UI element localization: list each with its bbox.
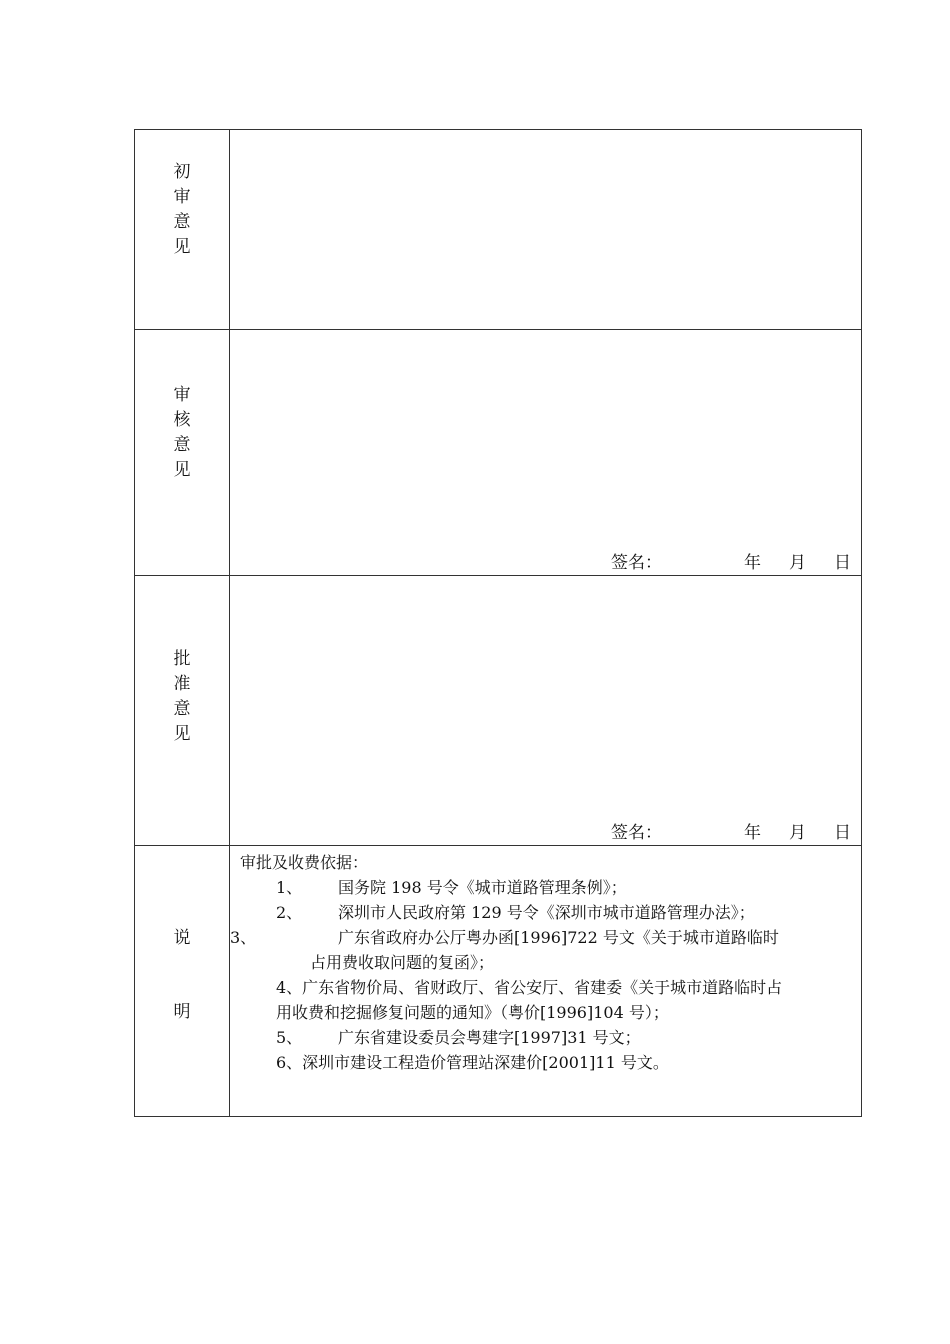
day-label: 日 bbox=[834, 553, 851, 573]
review-row bbox=[135, 330, 862, 576]
approval-form-table bbox=[134, 129, 862, 1117]
label-char: 见 bbox=[173, 459, 191, 480]
label-char: 说 bbox=[173, 928, 191, 948]
review-signature-line bbox=[611, 548, 851, 573]
note-text: 国务院 198 号令《城市道路管理条例》； bbox=[338, 878, 627, 897]
label-char: 明 bbox=[173, 1002, 191, 1022]
label-char: 准 bbox=[173, 673, 191, 694]
label-char: 审 bbox=[173, 186, 191, 207]
note-number: 1、 bbox=[276, 878, 303, 897]
explanation-row bbox=[135, 846, 862, 1117]
note-text: 广东省建设委员会粤建字[1997]31 号文； bbox=[338, 1028, 641, 1047]
label-char: 意 bbox=[173, 434, 191, 455]
initial-review-row bbox=[135, 130, 862, 330]
year-label: 年 bbox=[744, 823, 761, 843]
label-char: 核 bbox=[173, 409, 191, 430]
note-text: 6、深圳市建设工程造价管理站深建价[2001]11 号文。 bbox=[276, 1053, 669, 1072]
notes-heading: 审批及收费依据： bbox=[240, 853, 369, 872]
label-char: 见 bbox=[173, 236, 191, 257]
sign-label: 签名： bbox=[611, 823, 662, 843]
approval-field[interactable] bbox=[230, 576, 862, 846]
explanation-content bbox=[230, 846, 862, 1117]
note-text: 深圳市人民政府第 129 号令《深圳市城市道路管理办法》； bbox=[338, 903, 755, 922]
label-char: 批 bbox=[173, 648, 191, 669]
month-label: 月 bbox=[789, 553, 806, 573]
notes-block bbox=[230, 846, 861, 1075]
review-label bbox=[135, 330, 230, 576]
note-item bbox=[240, 900, 853, 925]
note-text: 广东省政府办公厅粤办函[1996]722 号文《关于城市道路临时 bbox=[338, 928, 779, 947]
note-item bbox=[240, 875, 853, 900]
initial-review-field[interactable] bbox=[230, 130, 862, 330]
note-number: 3、 bbox=[230, 928, 257, 947]
label-char: 初 bbox=[173, 161, 191, 182]
explanation-label bbox=[135, 846, 230, 1117]
note-text-continued: 占用费收取问题的复函》； bbox=[310, 953, 495, 972]
approval-signature-line bbox=[611, 818, 851, 843]
note-item bbox=[240, 975, 853, 1025]
label-char: 意 bbox=[173, 698, 191, 719]
note-text: 4、广东省物价局、省财政厅、省公安厅、省建委《关于城市道路临时占 bbox=[276, 978, 783, 997]
note-text-continued: 用收费和挖掘修复问题的通知》（粤价[1996]104 号）； bbox=[276, 1003, 669, 1022]
note-item bbox=[240, 1050, 853, 1075]
note-item bbox=[240, 1025, 853, 1050]
note-number: 5、 bbox=[276, 1028, 303, 1047]
note-item bbox=[230, 925, 853, 975]
label-char: 审 bbox=[173, 384, 191, 405]
review-field[interactable] bbox=[230, 330, 862, 576]
year-label: 年 bbox=[744, 553, 761, 573]
sign-label: 签名： bbox=[611, 553, 662, 573]
note-number: 2、 bbox=[276, 903, 303, 922]
initial-review-label bbox=[135, 130, 230, 330]
label-char: 见 bbox=[173, 723, 191, 744]
label-char: 意 bbox=[173, 211, 191, 232]
month-label: 月 bbox=[789, 823, 806, 843]
approval-label bbox=[135, 576, 230, 846]
approval-row bbox=[135, 576, 862, 846]
day-label: 日 bbox=[834, 823, 851, 843]
